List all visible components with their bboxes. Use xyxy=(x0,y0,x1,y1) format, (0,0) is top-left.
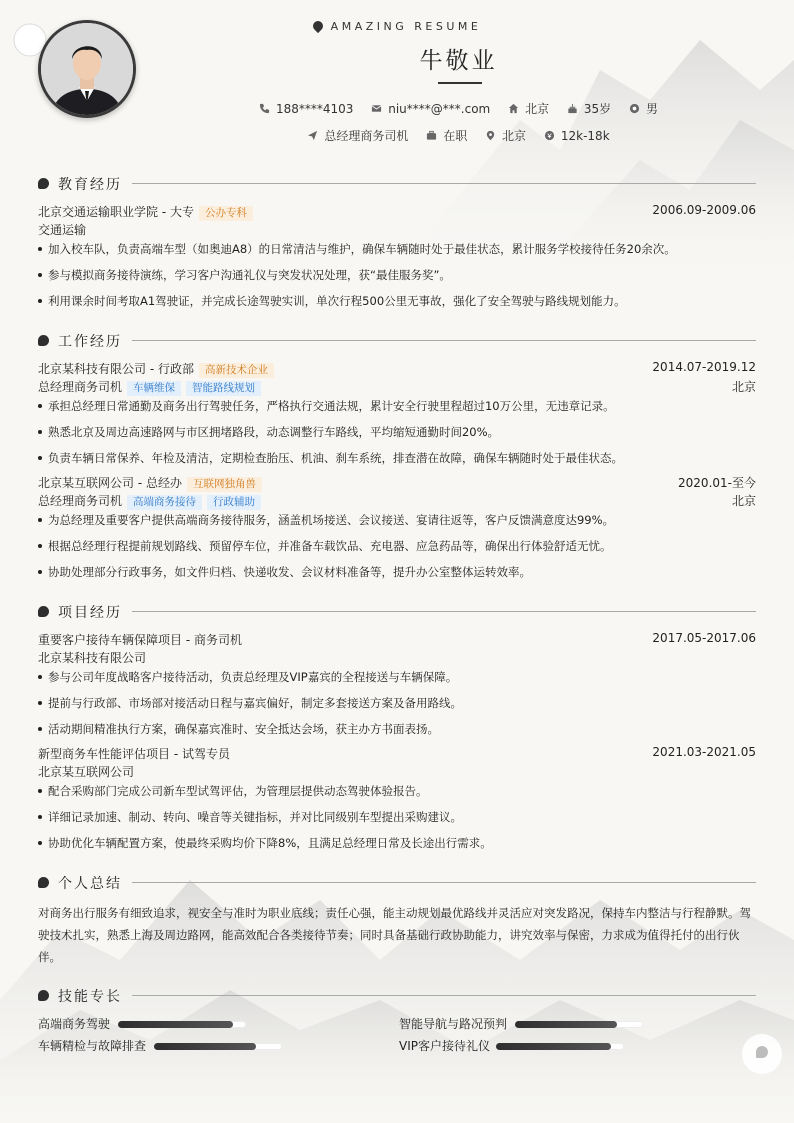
skill-item: 高端商务驾驶 xyxy=(38,1015,378,1031)
ink-drop-icon xyxy=(311,19,325,33)
project-1-header xyxy=(38,631,756,647)
work-city: 北京 xyxy=(731,380,756,394)
job-intent-row xyxy=(0,127,794,144)
gender-item: 男 xyxy=(629,100,658,117)
project-name: 新型商务车性能评估项目 - 试驾专员 xyxy=(38,747,230,761)
section-divider xyxy=(132,882,756,883)
company-badge: 互联网独角兽 xyxy=(187,477,262,492)
location-pin-icon xyxy=(485,130,496,141)
ink-dot-icon xyxy=(38,877,49,888)
email-item: niu****@***.com xyxy=(371,102,490,116)
mail-icon xyxy=(371,103,382,114)
project-company: 北京某互联网公司 xyxy=(38,765,135,779)
job-title: 总经理商务司机 xyxy=(38,380,123,394)
ink-dot-icon xyxy=(38,178,49,189)
project-name: 重要客户接待车辆保障项目 - 商务司机 xyxy=(38,633,242,647)
skill-bar-track xyxy=(154,1043,282,1050)
project-1-company xyxy=(38,649,756,665)
salary-item: 12k-18k xyxy=(544,129,610,143)
education-date: 2006.09-2009.06 xyxy=(652,203,756,217)
skill-tag: 高端商务接待 xyxy=(127,495,202,510)
name-divider xyxy=(438,82,482,84)
skill-bar-fill xyxy=(154,1043,256,1050)
work-section-title: 工作经历 xyxy=(38,331,756,351)
work-date: 2020.01-至今 xyxy=(678,476,756,490)
skill-tag: 车辆维保 xyxy=(127,381,181,396)
ink-dot-icon xyxy=(38,990,49,1001)
project-section-title: 项目经历 xyxy=(38,602,756,622)
send-icon xyxy=(307,130,318,141)
skill-bar-track xyxy=(496,1043,624,1050)
work-date: 2014.07-2019.12 xyxy=(652,360,756,374)
education-section-title: 教育经历 xyxy=(38,174,756,194)
project-company: 北京某科技有限公司 xyxy=(38,651,147,665)
cake-icon xyxy=(567,103,578,114)
contact-row xyxy=(0,100,794,117)
project-2-company xyxy=(38,763,756,779)
skill-bar-fill xyxy=(496,1043,611,1050)
work-city: 北京 xyxy=(731,494,756,508)
school-badge: 公办专科 xyxy=(199,206,253,221)
header-tagline: AMAZING RESUME xyxy=(0,20,794,33)
section-divider xyxy=(132,995,756,996)
status-item: 在职 xyxy=(426,127,467,144)
summary-section-title: 个人总结 xyxy=(38,873,756,893)
skill-item: VIP客户接待礼仪 xyxy=(399,1037,739,1053)
skill-bar-fill xyxy=(118,1021,233,1028)
work-1-header xyxy=(38,360,756,376)
salary-icon xyxy=(544,130,555,141)
age-item: 35岁 xyxy=(567,100,611,117)
education-major-row xyxy=(38,221,756,237)
ink-dot-icon xyxy=(38,335,49,346)
work-2-role xyxy=(38,492,756,508)
skill-bar-fill xyxy=(515,1021,617,1028)
home-city-item: 北京 xyxy=(508,100,549,117)
work-2-header xyxy=(38,474,756,490)
job-title: 总经理商务司机 xyxy=(38,494,123,508)
skill-tag: 智能路线规划 xyxy=(186,381,261,396)
education-header xyxy=(38,203,756,219)
skill-item: 车辆精检与故障排查 xyxy=(38,1037,378,1053)
project-2-header xyxy=(38,745,756,761)
phone-item: 188****4103 xyxy=(259,102,353,116)
school-name: 北京交通运输职业学院 - 大专 xyxy=(38,205,194,219)
home-icon xyxy=(508,103,519,114)
skills-section-title: 技能专长 xyxy=(38,986,756,1006)
company-name: 北京某科技有限公司 - 行政部 xyxy=(38,362,194,376)
phone-icon xyxy=(259,103,270,114)
section-divider xyxy=(132,183,756,184)
candidate-name: 牛敬业 xyxy=(419,48,498,74)
major: 交通运输 xyxy=(38,223,87,237)
summary-text: 对商务出行服务有细致追求，视安全与准时为职业底线；责任心强，能主动规划最优路线并灵活应对突发路况，保持车内整洁与行程静默。驾驶技术扎实，熟悉上海及周边路网，能高效配合各类接待节奏；同时具备基础行政协助能力，讲究效率与保密，力求成为值得托付的出行伙伴。 xyxy=(38,906,751,964)
skill-item: 智能导航与路况预判 xyxy=(399,1015,739,1031)
section-divider xyxy=(132,340,756,341)
ink-drop-icon xyxy=(756,1046,768,1058)
gender-icon xyxy=(629,103,640,114)
project-date: 2021.03-2021.05 xyxy=(652,745,756,759)
company-badge: 高新技术企业 xyxy=(199,363,274,378)
resume-page: AMAZING RESUME 牛敬业 188****4103 niu****@***.com 北京 35岁 男 总经理商务司机 在职 北京 12k-18k 教育经历 北京交通运输职业学院 - 大专 公办专科 2006.09-2009.06 交通运输 加入校车队，负责高端车型（如奥迪A8）的日常清洁与维护，确保车辆随时处于最佳状态，累计服务学校接待任务20余次。 参与模拟商务接待演练，学习客户沟通礼仪与突发状况处理，获“最佳服务奖”。 利用课余时间考取A1驾驶证，并完成长途驾驶实训，单次行程500公里无事故，强化了安全驾驶与路线规划能力。 工作经历 北京某科技有限公司 - 行政部 高新技术企业 2014.07-2019.12 总经理商务司机 车辆维保 智能路线规划 北京 承担总经理日常通勤及商务出行驾驶任务，严格执行交通法规，累计安全行驶里程超过10万公里，无违章记录。 熟悉北京及周边高速路网与市区拥堵路段，动态调整行车路线，平均缩短通勤时间20%。 负责车辆日常保养、年检及清洁，定期检查胎压、机油、刹车系统，排查潜在故障，确保车辆随时处于最佳状态。 北京某互联网公司 - 总经办 互联网独角兽 2020.01-至今 总经理商务司机 高端商务接待 行政辅助 北京 为总经理及重要客户提供高端商务接待服务，涵盖机场接送、会议接送、宴请往返等，客户反馈满意度达99%。 根据总经理行程提前规划路线、预留停车位，并准备车载饮品、充电器、应急药品等，确保出行体验舒适无忧。 协助处理部分行政事务，如文件归档、快递收发、会议材料准备等，提升办公室整体运转效率。 项目经历 重要客户接待车辆保障项目 - 商务司机 2017.05-2017.06 北京某科技有限公司 参与公司年度战略客户接待活动，负责总经理及VIP嘉宾的全程接送与车辆保障。 提前与行政部、市场部对接活动日程与嘉宾偏好，制定多套接送方案及备用路线。 活动期间精准执行方案，确保嘉宾准时、安全抵达会场，获主办方书面表扬。 新型商务车性能评估项目 - 试驾专员 2021.03-2021.05 北京某互联网公司 配合采购部门完成公司新车型试驾评估，为管理层提供动态驾驶体验报告。 详细记录加速、制动、转向、噪音等关键指标，并对比同级别车型提出采购建议。 协助优化车辆配置方案，使最终采购均价下降8%，且满足总经理日常及长途出行需求。 个人总结 对商务出行服务有细致追求，视安全与准时为职业底线；责任心强，能主动规划最优路线并灵活应对突发路况，保持车内整洁与行程静默。驾驶技术扎实，熟悉上海及周边路网，能高效配合各类接待节奏；同时具备基础行政协助能力，讲究效率与保密，力求成为值得托付的出行伙伴。 技能专长 高端商务驾驶 智能导航与路况预判 车辆精检与故障排查 VIP客户接待礼仪 xyxy=(0,0,794,1123)
work-1-role xyxy=(38,378,756,394)
skill-bar-track xyxy=(515,1021,643,1028)
briefcase-icon xyxy=(426,130,437,141)
position-item: 总经理商务司机 xyxy=(307,127,408,144)
skill-tag: 行政辅助 xyxy=(207,495,261,510)
target-city-item: 北京 xyxy=(485,127,526,144)
ink-dot-icon xyxy=(38,606,49,617)
company-name: 北京某互联网公司 - 总经办 xyxy=(38,476,182,490)
skill-bar-track xyxy=(118,1021,246,1028)
project-date: 2017.05-2017.06 xyxy=(652,631,756,645)
section-divider xyxy=(132,611,756,612)
